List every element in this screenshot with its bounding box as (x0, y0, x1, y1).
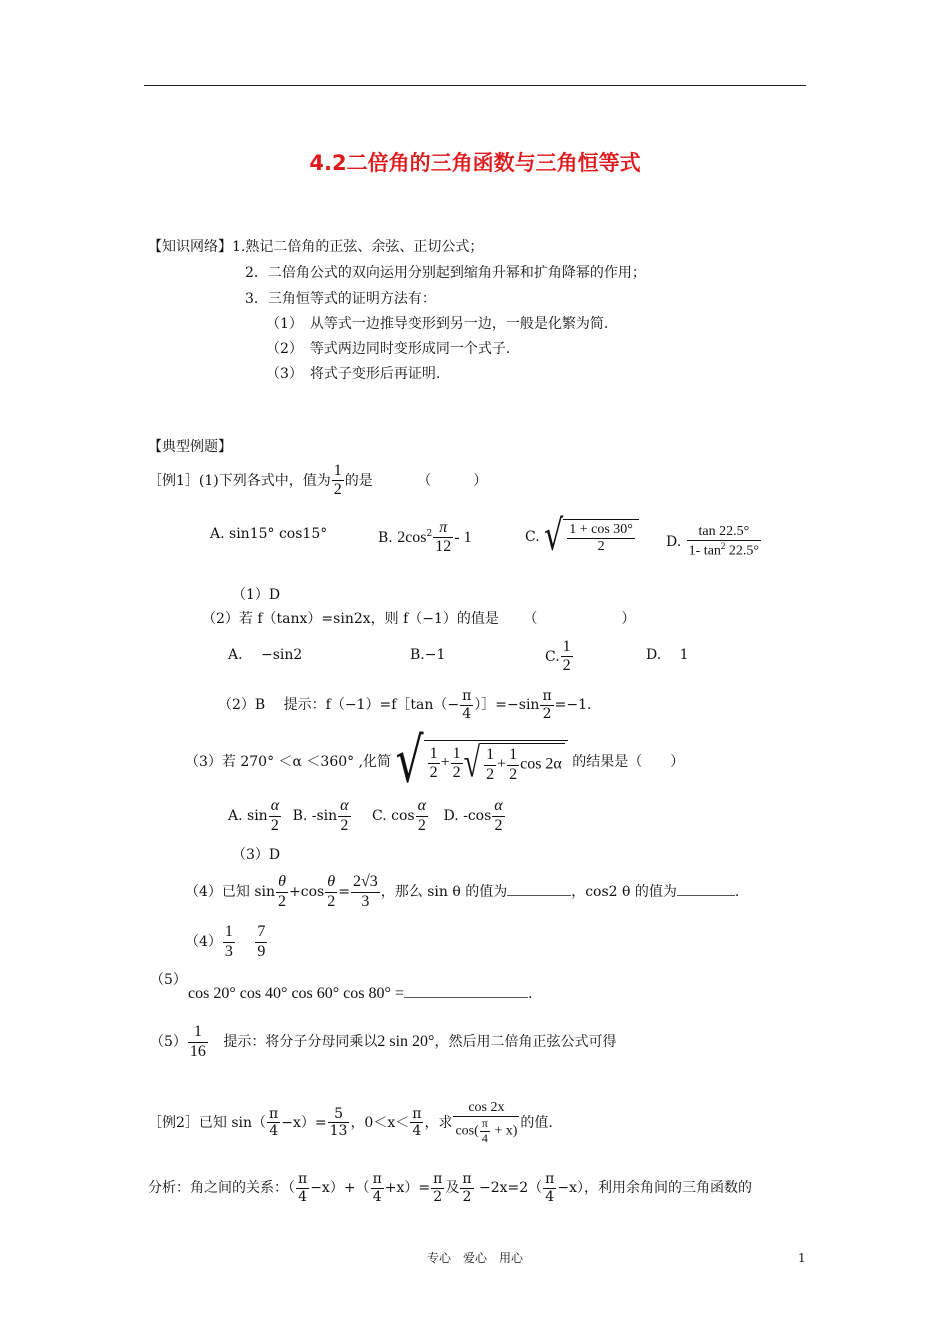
ex2-pi-quarter-1 (267, 1106, 280, 1139)
ex1-label: ［例1］(1)下列各式中，值为 (148, 472, 331, 489)
denominator-plus-x: + x) (490, 1123, 518, 1139)
ex1-option-c (525, 511, 639, 561)
answer-4-fraction-1 (223, 923, 235, 961)
answer-fraction-2 (540, 688, 553, 721)
fraction-numerator: π (269, 1106, 279, 1123)
q3-option-b-fraction (338, 797, 350, 835)
fraction-denominator: 3 (224, 942, 233, 960)
q4-blank-1[interactable] (507, 895, 571, 896)
ex2-target-fraction (453, 1100, 519, 1146)
ex1-q3-options (228, 796, 506, 836)
analysis-part-1: −x）+（ (310, 1180, 370, 1196)
fraction-numerator: θ (325, 873, 337, 892)
fraction-denominator: 4 (298, 1188, 308, 1205)
option-b-exp: 2 (426, 529, 433, 540)
fraction-denominator: 4 (462, 705, 472, 722)
fraction-denominator: 9 (257, 942, 266, 960)
analysis-pi-quarter-1 (296, 1171, 309, 1204)
denominator-angle: 22.5° (725, 543, 760, 559)
fraction-numerator: tan 22.5° (687, 524, 761, 541)
ex1-q2-option-a: A. −sin2 (228, 647, 303, 663)
ex1-answer-3: （3）D (232, 847, 281, 863)
ex2-ask: ，求 (424, 1114, 453, 1131)
fraction-denominator: 2 (509, 765, 518, 783)
option-d-fraction (687, 524, 761, 560)
q3-cos-term: cos 2α (520, 755, 562, 773)
fraction-numerator: 1 (332, 462, 344, 481)
q3-half-1 (428, 745, 440, 783)
answer-text-end: =−1. (554, 697, 592, 713)
answer-5-fraction (188, 1023, 208, 1061)
option-label: C. (545, 648, 560, 665)
ex2-value-fraction (328, 1106, 350, 1139)
fraction-denominator: 2 (494, 816, 503, 834)
knowledge-sub-3: （3） 将式子变形后再证明. (266, 366, 441, 382)
knowledge-sub-2: （2） 等式两边同时变形成同一个式子. (266, 341, 511, 357)
fraction-denominator: 2 (542, 705, 552, 722)
analysis-part-3: 及 (445, 1180, 460, 1196)
fraction-denominator: 4 (545, 1188, 555, 1205)
ex1-question-3 (185, 725, 685, 797)
ex1-question-5 (188, 986, 532, 1002)
option-c-fraction (567, 522, 635, 555)
fraction-denominator: 4 (481, 1130, 488, 1145)
option-label: B. (378, 529, 393, 546)
radical-sign: √ (463, 739, 481, 786)
fraction-denominator: 2 (340, 816, 349, 834)
analysis-line (148, 1168, 752, 1208)
ex1-answer-5 (150, 1022, 616, 1062)
page-title: 4.2二倍角的三角函数与三角恒等式 (309, 151, 641, 175)
fraction-denominator: 4 (372, 1188, 382, 1205)
examples-header: 【典型例题】 (148, 439, 232, 455)
fraction-numerator: π (298, 1171, 308, 1188)
ex1-q5-label: （5） (150, 972, 187, 988)
q3-option-d-fraction (492, 797, 504, 835)
fraction-denominator (453, 1117, 519, 1146)
option-b-minus: - 1 (454, 528, 472, 546)
ex1-answer-4 (185, 922, 268, 962)
ex1-question-2 (202, 612, 635, 626)
ex2-question (148, 1100, 553, 1146)
fraction-numerator: π (433, 1171, 443, 1188)
ex1-option-a: A. sin15° cos15° (210, 526, 328, 542)
ex1-tail: 的是 (344, 472, 373, 489)
q4-theta-fraction-1 (276, 873, 288, 911)
ex1-half-fraction (332, 462, 344, 500)
fraction-numerator: α (492, 797, 504, 816)
fraction-numerator: α (269, 797, 281, 816)
fraction-numerator: 1 (561, 638, 573, 657)
q3-outer-sqrt: √ $\frac{1}{2}$ + $\frac{1}{2}$ √ $\frac{1}{2}$ + $\frac{1}{2}$ cos 2α (396, 734, 568, 790)
q3-option-c: C. cos (372, 808, 415, 824)
ex1-q2-option-b: B.−1 (410, 647, 446, 663)
ex2-pi-quarter-2 (410, 1106, 423, 1139)
ex2-tail: 的值. (520, 1114, 553, 1131)
fraction-numerator: θ (276, 873, 288, 892)
q3-option-a-fraction (269, 797, 281, 835)
ex2-label: ［例2］已知 sin（ (148, 1114, 267, 1131)
fraction-denominator: 2 (429, 764, 438, 781)
q3-option-a: A. sin (228, 808, 268, 824)
fraction-denominator (687, 541, 761, 560)
denominator-cos: cos( (455, 1123, 479, 1139)
answer-5-hint: 提示：将分子分母同乘以 (223, 1034, 378, 1050)
fraction-denominator: 4 (269, 1123, 279, 1140)
q4-text-mid: ，那么 sin θ 的值为 (380, 884, 508, 900)
fraction-denominator: 2 (327, 892, 336, 910)
fraction-numerator: π (372, 1171, 382, 1188)
denominator-pi-quarter (480, 1117, 490, 1146)
q3-half-3 (484, 746, 496, 784)
q3-option-c-fraction (416, 797, 428, 835)
q5-end: . (527, 986, 533, 1002)
fraction-numerator: 1 (223, 923, 235, 942)
ex1-question-1 (148, 462, 487, 500)
analysis-pi-quarter-3 (543, 1171, 556, 1204)
option-c-sqrt (544, 511, 639, 561)
denominator-exp: 2 (720, 541, 726, 552)
fraction-numerator: π (545, 1171, 555, 1188)
fraction-numerator: 1 (428, 745, 440, 764)
fraction-numerator: π (481, 1116, 488, 1131)
q3-inner-sqrt: √ $\frac{1}{2}$ + $\frac{1}{2}$ cos 2α (464, 743, 565, 784)
q3-option-b: B. -sin (292, 808, 338, 824)
q4-value-fraction (351, 873, 380, 911)
answer-5-tail: ，然后用二倍角正弦公式可得 (434, 1034, 617, 1050)
ex1-question-4 (185, 872, 739, 912)
ex2-minus-x: −x）= (281, 1114, 327, 1131)
answer-text: （2）B 提示：f（−1）=f［tan（− (218, 697, 460, 713)
header-rule (144, 85, 806, 86)
fraction-numerator: 1 + cos 30° (567, 522, 635, 539)
fraction-numerator: α (416, 797, 428, 816)
fraction-numerator: π (412, 1106, 422, 1123)
radical-sign: √ (544, 511, 564, 561)
option-label: D. (666, 533, 682, 550)
analysis-pi-half-2 (460, 1171, 473, 1204)
answer-label: （5） (150, 1034, 187, 1050)
fraction-numerator: 7 (255, 923, 267, 942)
fraction-denominator: 2 (433, 1188, 443, 1205)
radical-sign: √ (395, 725, 424, 797)
fraction-denominator: 3 (361, 892, 370, 910)
knowledge-line-1 (148, 240, 483, 254)
q4-plus-cos: +cos (289, 884, 325, 900)
fraction-numerator: 1 (188, 1023, 208, 1042)
fraction-numerator: 1 (507, 746, 519, 765)
analysis-part-4: −2x=2（ (474, 1180, 543, 1196)
ex1-answer-2 (218, 688, 591, 722)
answer-text-mid: ）］=−sin (474, 697, 540, 713)
fraction-denominator: 2 (270, 816, 279, 834)
analysis-part-5: −x），利用余角间的三角函数的 (557, 1180, 752, 1196)
fraction-denominator: 2 (278, 892, 287, 910)
fraction-numerator: 1 (451, 745, 463, 764)
q4-blank-2[interactable] (677, 895, 735, 896)
analysis-prefix: 分析：角之间的关系：（ (148, 1180, 295, 1196)
option-c-fraction (561, 638, 573, 676)
fraction-denominator: 16 (189, 1042, 206, 1060)
question-text: （2）若 f（tanx）=sin2x，则 f（−1）的值是 (202, 611, 499, 627)
fraction-denominator: 2 (333, 481, 342, 499)
fraction-numerator: 2√3 (351, 873, 380, 892)
q3-half-4 (507, 746, 519, 784)
knowledge-point-3: 3．三角恒等式的证明方法有： (245, 291, 436, 307)
answer-4-fraction-2 (255, 923, 267, 961)
fraction-denominator: 2 (562, 657, 571, 675)
answer-label: （4） (185, 934, 222, 950)
q5-expression: cos 20° cos 40° cos 60° cos 80° = (188, 985, 404, 1002)
fraction-denominator: 2 (486, 765, 495, 783)
ex1-option-b (378, 519, 472, 557)
fraction-denominator: 2 (452, 764, 461, 781)
answer-5-expression: 2 sin 20° (377, 1033, 435, 1050)
fraction-numerator: π (542, 688, 552, 705)
option-label: C. (525, 529, 540, 546)
page-number: 1 (798, 1251, 806, 1265)
q4-theta-fraction-2 (325, 873, 337, 911)
knowledge-point-2: 2．二倍角公式的双向运用分别起到缩角升幂和扩角降幂的作用； (245, 265, 646, 281)
analysis-pi-quarter-2 (371, 1171, 384, 1204)
question-text: （3）若 270° ＜α ＜360° ,化简 (185, 754, 392, 770)
ex2-condition: ，0＜x＜ (350, 1114, 410, 1131)
fraction-numerator: α (338, 797, 350, 816)
fraction-numerator: π (462, 688, 472, 705)
fraction-numerator: cos 2x (453, 1100, 519, 1117)
ex1-q2-option-d: D. 1 (646, 647, 689, 663)
fraction-denominator: 2 (417, 816, 426, 834)
option-b-cos: 2cos (397, 528, 427, 546)
analysis-part-2: +x）= (384, 1180, 431, 1196)
ex1-paren: （ ） (417, 472, 488, 489)
footer-motto: 专心 爱心 用心 (426, 1251, 523, 1265)
q5-blank[interactable] (404, 997, 528, 998)
fraction-numerator: 5 (328, 1106, 350, 1123)
knowledge-sub-1: （1） 从等式一边推导变形到另一边，一般是化繁为简. (266, 316, 609, 332)
fraction-numerator: π (433, 519, 453, 538)
option-b-fraction (433, 519, 453, 557)
q3-option-d: D. -cos (443, 808, 492, 824)
fraction-denominator: 2 (597, 539, 605, 555)
answer-paren: （ ） (523, 611, 636, 627)
ex1-answer-1: （1）D (232, 587, 281, 603)
denominator-text: 1- tan (688, 543, 721, 559)
fraction-denominator: 2 (462, 1188, 472, 1205)
fraction-denominator: 13 (329, 1123, 348, 1140)
q4-equals: = (338, 884, 350, 900)
analysis-pi-half-1 (431, 1171, 444, 1204)
fraction-numerator: 1 (484, 746, 496, 765)
knowledge-header: 【知识网络】 (148, 239, 232, 255)
fraction-denominator: 4 (412, 1123, 422, 1140)
q4-text-mid2: ，cos2 θ 的值为 (571, 884, 677, 900)
fraction-denominator: 12 (435, 538, 452, 556)
answer-fraction-1 (460, 688, 473, 721)
ex1-option-d (666, 524, 762, 560)
ex1-q2-option-c (545, 638, 574, 676)
q3-half-2 (451, 745, 463, 783)
fraction-numerator: π (462, 1171, 472, 1188)
question-text: （4）已知 sin (185, 884, 276, 900)
question-tail: 的结果是（ ） (572, 754, 685, 770)
knowledge-point-1: 1.熟记二倍角的正弦、余弦、正切公式； (232, 239, 484, 255)
q4-end: . (734, 884, 740, 900)
